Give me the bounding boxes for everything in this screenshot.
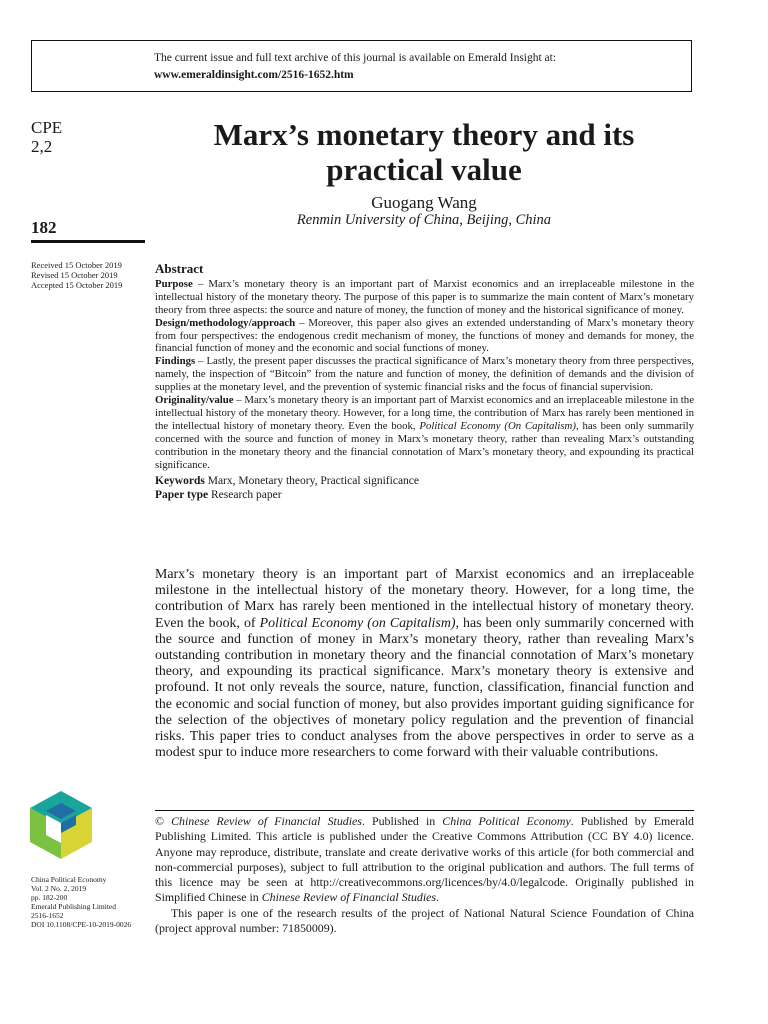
purpose-text: – Marx’s monetary theory is an important part of Marxist economics and an irreplaceable milestone in the intellectual history of the monetary theory. The purpose of this paper is to summarize the main content of Marx’s monetary theory from three aspects: the source and nature of money, the function of money and the historical significance of money.: [155, 277, 694, 316]
title-line-2: practical value: [326, 152, 522, 187]
footnote-text-c: .: [436, 890, 440, 905]
keywords-label: Keywords: [155, 474, 205, 487]
volume-text: 2,2: [31, 137, 53, 156]
side-rule: [31, 240, 145, 243]
footnote-journal-3: Chinese Review of Financial Studies: [261, 890, 437, 905]
intro-book-title: Political Economy (on Capitalism),: [259, 615, 459, 631]
journal-availability-box: [31, 40, 692, 92]
journal-pages: pp. 182-200: [31, 893, 68, 902]
design-text: – Moreover, this paper also gives an extended understanding of Marx’s monetary theory from four perspectives: the endogenous credit mechanism of money, the functions of money and demands for money, the financial function of money and the economic and social functions of money.: [155, 316, 694, 355]
author-name: Guogang Wang: [371, 193, 477, 212]
abstract-originality: [155, 394, 694, 471]
journal-publisher: Emerald Publishing Limited: [31, 902, 116, 911]
footnote-journal-2: China Political Economy: [442, 814, 571, 828]
page-number: 182: [31, 218, 57, 237]
journal-issn: 2516-1652: [31, 911, 64, 920]
design-label: Design/methodology/approach: [155, 316, 296, 329]
abstract-findings: [155, 355, 694, 394]
originality-text-a: – Marx’s monetary theory is an important part of Marxist economics and an irreplaceable milestone in the intellectual history of the monetary theory. However, for a long time, the contribution of Marx has rarely been mentioned in the intellectual history of monetary theory. Even the book,: [155, 394, 694, 432]
accepted-date: Accepted 15 October 2019: [31, 280, 123, 290]
article-dates: [31, 260, 122, 290]
title-line-1: Marx’s monetary theory and its: [213, 117, 635, 152]
journal-code: [31, 118, 62, 156]
revised-date: Revised 15 October 2019: [31, 270, 118, 280]
received-date: Received 15 October 2019: [31, 260, 122, 270]
footnote-journal-1: Chinese Review of Financial Studies: [171, 814, 362, 828]
abstract-design: [155, 317, 694, 356]
originality-label: Originality/value: [155, 394, 234, 407]
originality-book-title: Political Economy (On Capitalism): [419, 419, 576, 432]
purpose-label: Purpose: [155, 277, 193, 290]
emerald-cube-logo-icon: [30, 791, 92, 859]
keywords-text: Marx, Monetary theory, Practical significance: [204, 474, 420, 487]
keywords: [155, 474, 694, 488]
abstract-section: [155, 263, 694, 502]
journal-doi: DOI 10.1108/CPE-10-2019-0026: [31, 920, 132, 929]
originality-text-b: , has been only summarily concerned with the source and function of money in Marx’s monetary theory, rather than revealing Marx’s outstanding contribution in the monetary theory and the financial connotation of Marx’s monetary theory, and expounding its practical significance.: [155, 419, 694, 471]
paper-type: [155, 488, 694, 502]
intro-text-b: has been only summarily concerned with the source and function of money in Marx’s monetary theory, rather than revealing Marx’s outstanding contribution in monetary theory and the financial connotation of Marx’s monetary theory, and expounding its practical significance. Marx’s monetary theory is extensive and profound. It not only reveals the source, nature, function, classification, financial function and the economic and social function of money, but also provides important guiding significance for the selection of the objectives of monetary policy regulation and the prevention of financial risks. This paper tries to conduct analyses from the above perspectives in order to serve as a modest spur to induce more researchers to come forward with their valuable contributions.: [155, 615, 694, 761]
article-title: [154, 117, 694, 187]
findings-text: – Lastly, the present paper discusses the practical significance of Marx’s monetary theory from three perspectives, namely, the inspection of “Bitcoin” from the nature and function of money, the definition of demands and the division of supplies at the monetary level, and the prevention of systemic financial risks and the focus of financial supervision.: [155, 355, 694, 394]
copyright-note: [155, 814, 694, 906]
availability-text: The current issue and full text archive of this journal is available on Emerald Insight at:: [154, 52, 557, 64]
copyright-symbol: ©: [155, 814, 172, 828]
footnote-text-a: . Published in: [361, 814, 443, 828]
funding-note: This paper is one of the research results of the project of National Natural Science Foundation of China (project approval number: 71850009).: [155, 905, 694, 936]
footnote-text-b: . Published by Emerald Publishing Limited. This article is published under the Creative Commons Attribution (CC BY 4.0) licence. Anyone may reproduce, distribute, translate and create derivative works of this article (for both commercial and non-commercial purposes), subject to full attribution to the original publication and authors. The full terms of this licence may be seen at http://creativecommons.org/licences/by/4.0/legalcode. Originally published in Simplified Chinese in: [155, 814, 695, 905]
footnote-rule: [155, 810, 694, 811]
findings-label: Findings: [155, 355, 196, 368]
author-affiliation: Renmin University of China, Beijing, China: [296, 212, 552, 228]
journal-code-text: CPE: [31, 118, 63, 137]
intro-paragraph: [155, 567, 694, 761]
journal-info: [31, 875, 131, 929]
journal-url-link[interactable]: www.emeraldinsight.com/2516-1652.htm: [154, 69, 354, 81]
journal-volume: Vol. 2 No. 2, 2019: [31, 884, 87, 893]
journal-name: China Political Economy: [31, 875, 107, 884]
paper-type-label: Paper type: [155, 488, 209, 501]
abstract-heading: Abstract: [155, 261, 204, 276]
paper-type-text: Research paper: [208, 488, 282, 501]
intro-text-a: Marx’s monetary theory is an important part of Marxist economics and an irreplaceable milestone in the intellectual history of the monetary theory. However, for a long time, the contribution of Marx has rarely been mentioned in the intellectual history of monetary theory. Even the book, of: [155, 567, 694, 631]
abstract-purpose: [155, 278, 694, 317]
footnote: [155, 814, 694, 936]
logo-svg: [30, 791, 92, 859]
